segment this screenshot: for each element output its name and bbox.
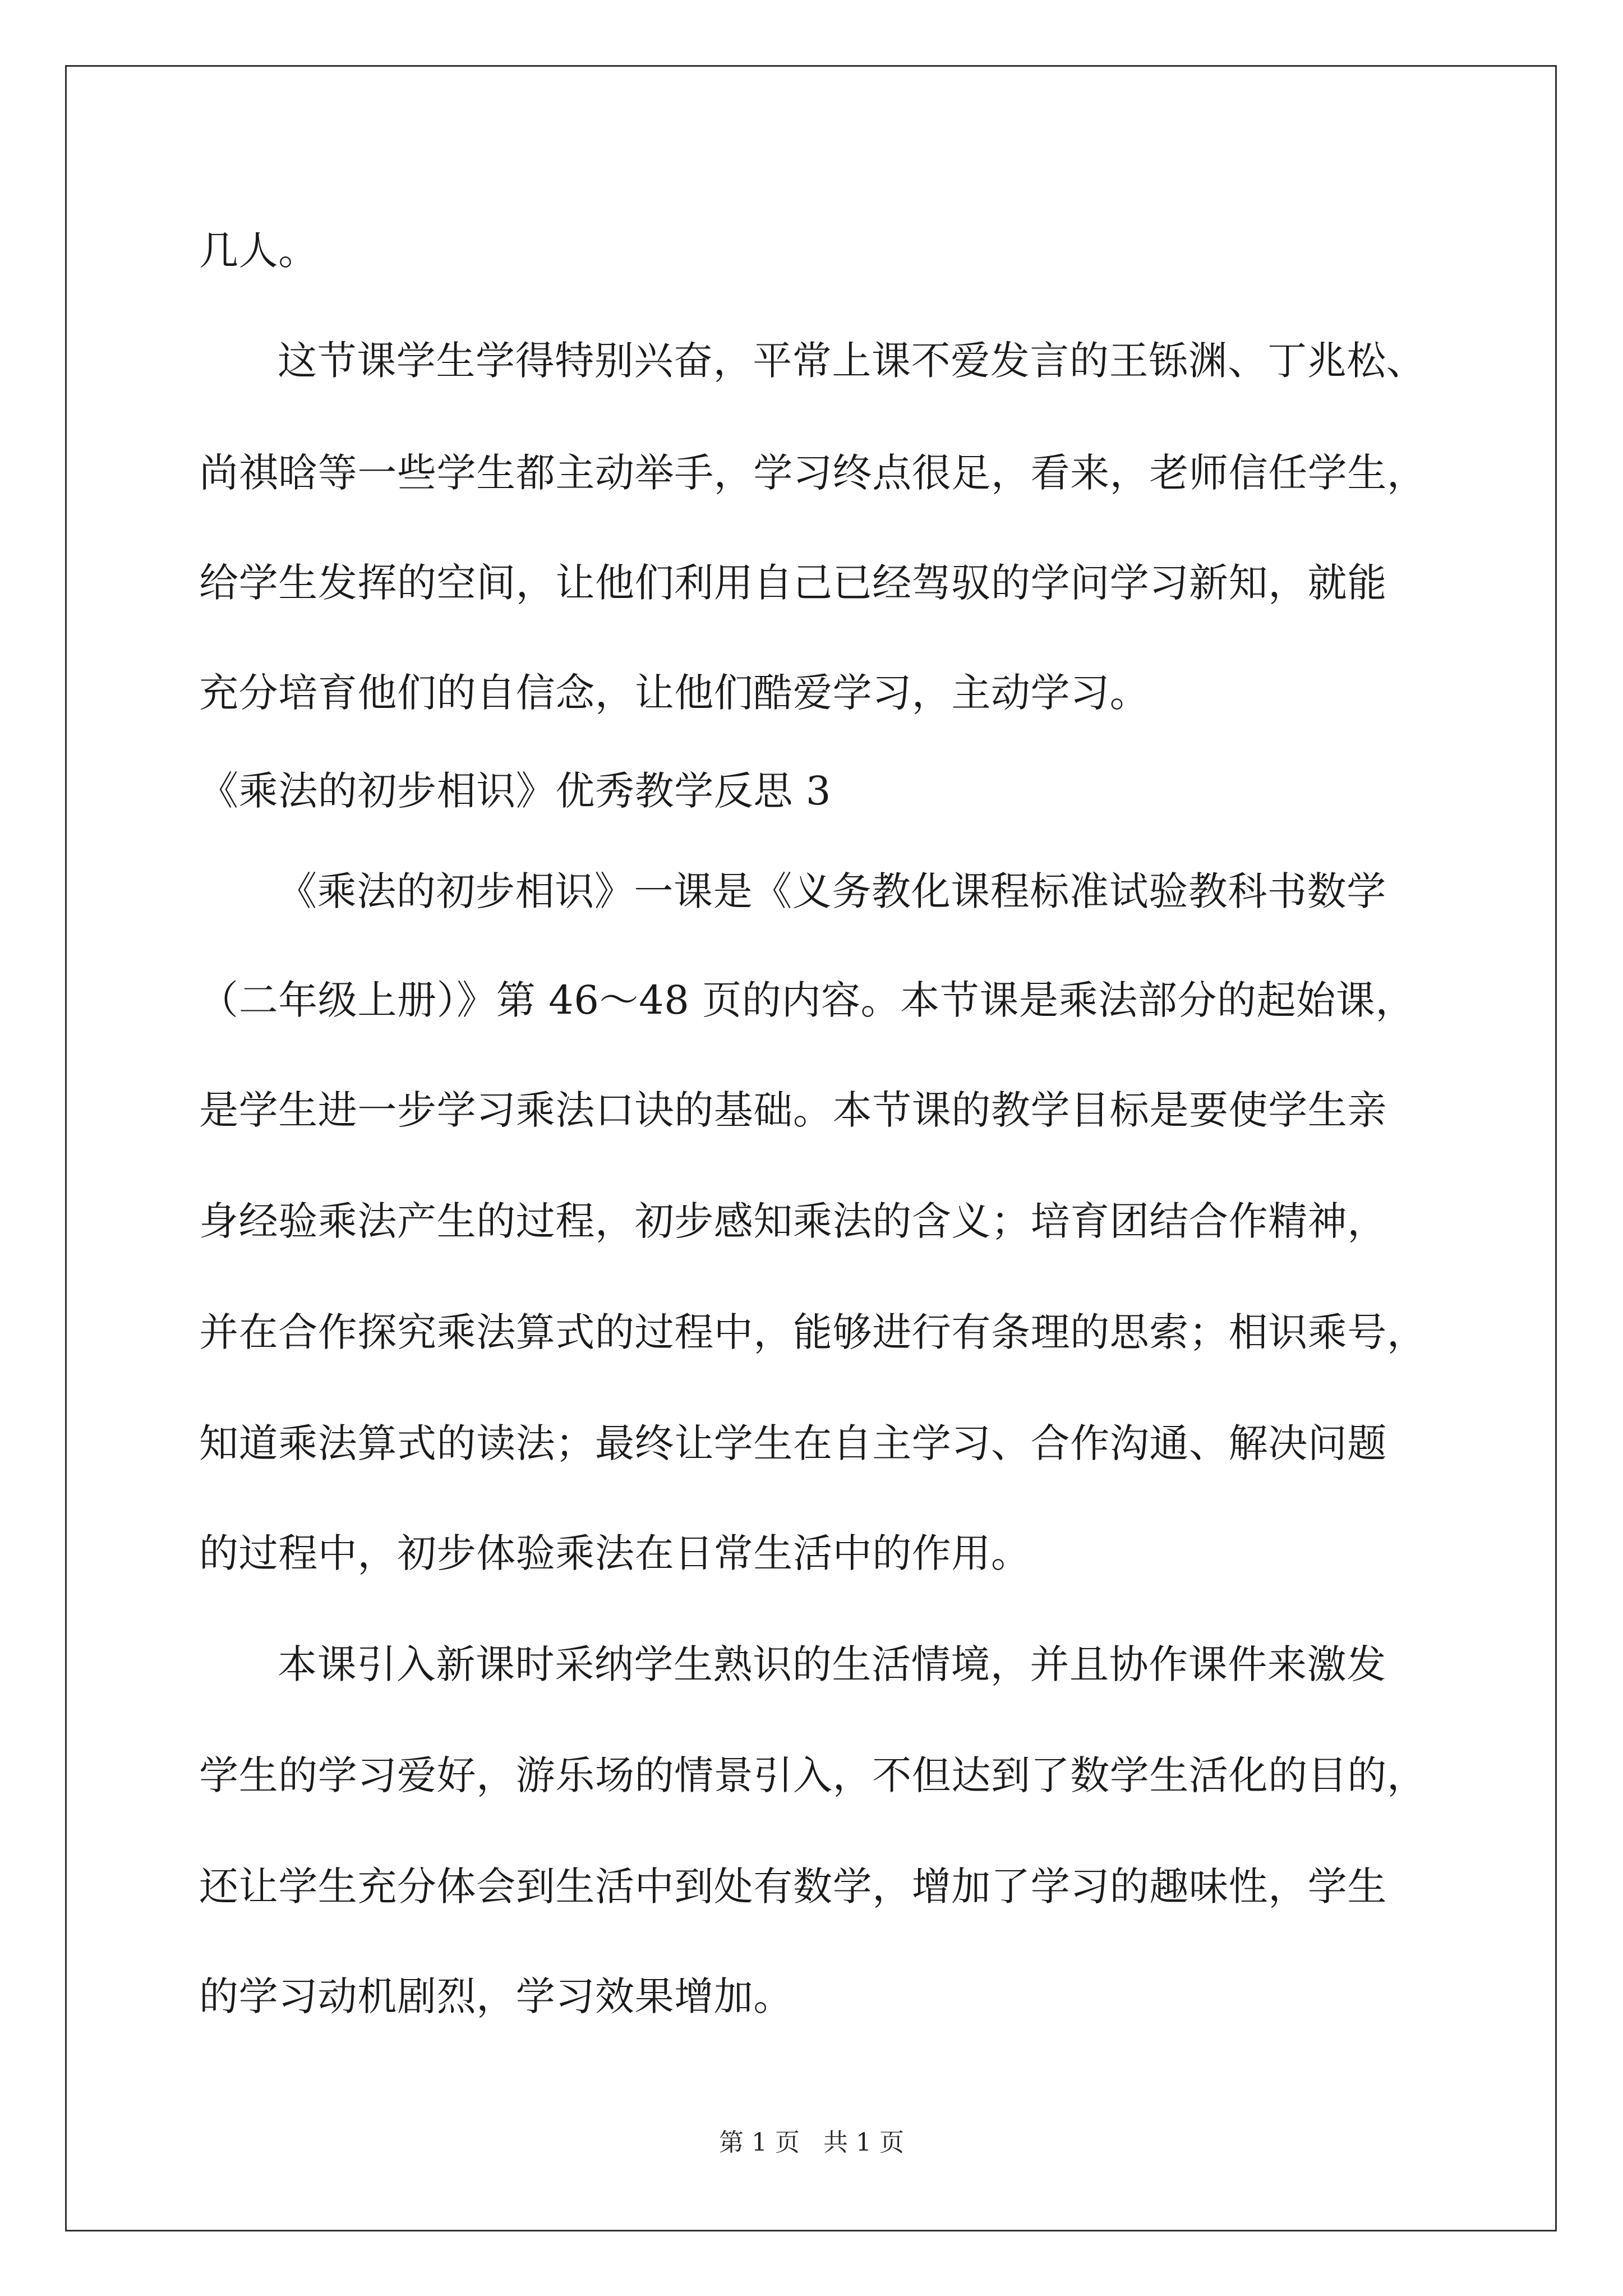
page-number: 第 1 页 [719,2128,800,2157]
paragraph-line: 的学习动机剧烈，学习效果增加。 [199,1973,793,2019]
paragraph-line: 的过程中，初步体验乘法在日常生活中的作用。 [199,1530,1031,1576]
paragraph-line: 充分培育他们的自信念，让他们酷爱学习，主动学习。 [199,670,1150,716]
paragraph-line: 《乘法的初步相识》一课是《义务教化课程标准试验教科书数学 [278,868,1386,914]
page-footer [0,2128,1623,2157]
section-heading: 《乘法的初步相识》优秀教学反思 3 [199,768,831,814]
paragraph-line: 尚祺晗等一些学生都主动举手，学习终点很足，看来，老师信任学生， [199,450,1427,496]
paragraph-line: 这节课学生学得特别兴奋，平常上课不爱发言的王铄渊、丁兆松、 [278,338,1426,384]
paragraph-line: 身经验乘法产生的过程，初步感知乘法的含义；培育团结合作精神， [199,1198,1387,1244]
paragraph-line: 并在合作探究乘法算式的过程中，能够进行有条理的思索；相识乘号， [199,1309,1427,1355]
paragraph-line: 知道乘法算式的读法；最终让学生在自主学习、合作沟通、解决问题 [199,1420,1387,1466]
paragraph-line: 几人。 [199,228,318,274]
paragraph-line: 学生的学习爱好，游乐场的情景引入，不但达到了数学生活化的目的， [199,1752,1427,1798]
paragraph-line: （二年级上册）》第 46～48 页的内容。本节课是乘法部分的起始课， [199,977,1415,1023]
paragraph-line: 还让学生充分体会到生活中到处有数学，增加了学习的趣味性，学生 [199,1864,1387,1910]
page-total: 共 1 页 [823,2128,904,2157]
paragraph-line: 是学生进一步学习乘法口诀的基础。本节课的教学目标是要使学生亲 [199,1087,1387,1133]
paragraph-line: 给学生发挥的空间，让他们利用自己已经驾驭的学问学习新知，就能 [199,560,1387,606]
paragraph-line: 本课引入新课时采纳学生熟识的生活情境，并且协作课件来激发 [278,1641,1386,1687]
